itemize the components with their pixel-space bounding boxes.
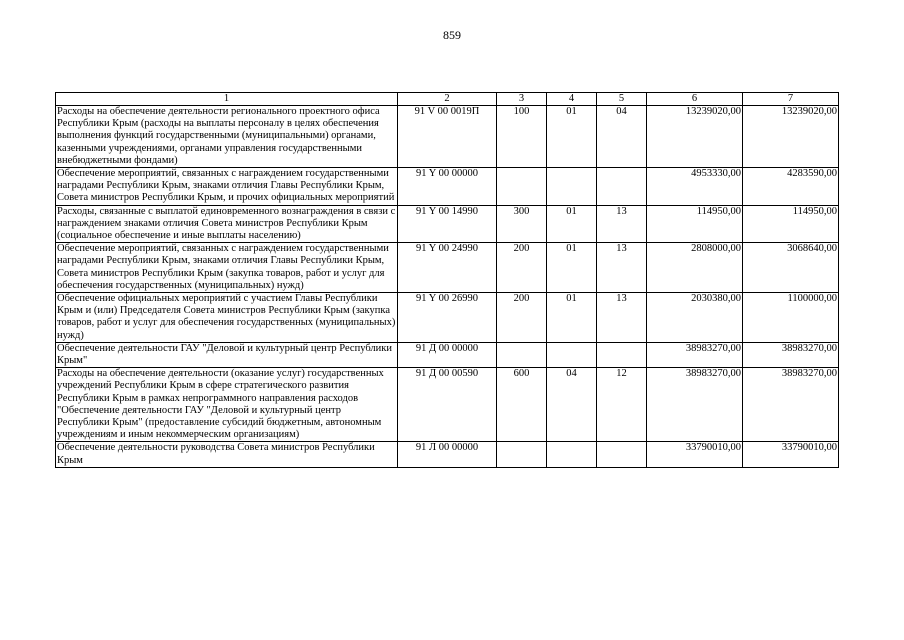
row-code: 91 V 00 0019П [398,106,497,168]
row-section [547,168,597,206]
row-section: 01 [547,243,597,293]
row-description: Расходы, связанные с выплатой единовременного вознаграждения в связи с награждением знаками отличия Совета министров Республики Крым (социальное обеспечение и иные выплаты населению) [56,205,398,243]
row-code: 91 Y 00 24990 [398,243,497,293]
column-header-2: 2 [398,93,497,106]
page-number: 859 [443,28,461,42]
row-description: Обеспечение мероприятий, связанных с награждением государственными наградами Республики Крым, знаками отличия Главы Республики Крым, Совета министров Республики Крым, и прочих официальных мероприятий [56,168,398,206]
row-sum-1: 38983270,00 [647,368,743,442]
row-section [547,442,597,467]
row-sum-2: 4283590,00 [743,168,839,206]
row-description: Расходы на обеспечение деятельности регионального проектного офиса Республики Крым (расходы на выплаты персоналу в целях обеспечения выполнения функций государственными (муниципальными) органами, казенными учреждениями, органами управления государственными внебюджетными фондами) [56,106,398,168]
budget-table [55,92,839,468]
row-sum-2: 3068640,00 [743,243,839,293]
table-row [56,106,839,168]
row-section: 04 [547,368,597,442]
column-header-1: 1 [56,93,398,106]
row-sum-2: 38983270,00 [743,342,839,367]
row-code: 91 Y 00 14990 [398,205,497,243]
row-expense-type: 200 [497,243,547,293]
row-expense-type [497,168,547,206]
row-sum-1: 2808000,00 [647,243,743,293]
row-expense-type [497,342,547,367]
row-expense-type: 300 [497,205,547,243]
header-row [56,93,839,106]
row-sum-2: 114950,00 [743,205,839,243]
row-code: 91 Y 00 26990 [398,293,497,343]
row-sum-2: 38983270,00 [743,368,839,442]
row-subsection [597,442,647,467]
column-header-7: 7 [743,93,839,106]
row-subsection [597,168,647,206]
column-header-4: 4 [547,93,597,106]
row-expense-type: 100 [497,106,547,168]
table-row [56,442,839,467]
row-code: 91 Д 00 00000 [398,342,497,367]
row-description: Обеспечение официальных мероприятий с участием Главы Республики Крым и (или) Председателя Совета министров Республики Крым (закупка товаров, работ и услуг для обеспечения государственных (муниципальных) нужд) [56,293,398,343]
column-header-6: 6 [647,93,743,106]
row-subsection: 04 [597,106,647,168]
row-sum-2: 33790010,00 [743,442,839,467]
row-expense-type [497,442,547,467]
row-subsection: 13 [597,205,647,243]
row-subsection: 13 [597,243,647,293]
row-sum-2: 1100000,00 [743,293,839,343]
row-expense-type: 600 [497,368,547,442]
row-code: 91 Л 00 00000 [398,442,497,467]
row-code: 91 Y 00 00000 [398,168,497,206]
row-section [547,342,597,367]
column-header-3: 3 [497,93,547,106]
table-row [56,243,839,293]
row-section: 01 [547,293,597,343]
row-expense-type: 200 [497,293,547,343]
row-subsection: 12 [597,368,647,442]
row-sum-1: 114950,00 [647,205,743,243]
row-description: Обеспечение деятельности руководства Совета министров Республики Крым [56,442,398,467]
row-description: Обеспечение деятельности ГАУ "Деловой и культурный центр Республики Крым" [56,342,398,367]
table-row [56,293,839,343]
row-sum-1: 4953330,00 [647,168,743,206]
row-sum-1: 38983270,00 [647,342,743,367]
row-sum-1: 13239020,00 [647,106,743,168]
row-sum-1: 2030380,00 [647,293,743,343]
row-sum-2: 13239020,00 [743,106,839,168]
row-subsection: 13 [597,293,647,343]
table-row [56,168,839,206]
row-subsection [597,342,647,367]
column-header-5: 5 [597,93,647,106]
table-row [56,368,839,442]
table-row [56,205,839,243]
row-description: Расходы на обеспечение деятельности (оказание услуг) государственных учреждений Республики Крым в сфере стратегического развития Республики Крым в рамках непрограммного направления расходов "Обеспечение деятельности ГАУ "Деловой и культурный центр Республики Крым" (предоставление субсидий бюджетным, автономным учреждениям и иным некоммерческим организациям) [56,368,398,442]
row-section: 01 [547,205,597,243]
row-description: Обеспечение мероприятий, связанных с награждением государственными наградами Республики Крым, знаками отличия Главы Республики Крым, Совета министров Республики Крым (закупка товаров, работ и услуг для обеспечения государственных (муниципальных) нужд) [56,243,398,293]
table-row [56,342,839,367]
row-sum-1: 33790010,00 [647,442,743,467]
row-code: 91 Д 00 00590 [398,368,497,442]
row-section: 01 [547,106,597,168]
